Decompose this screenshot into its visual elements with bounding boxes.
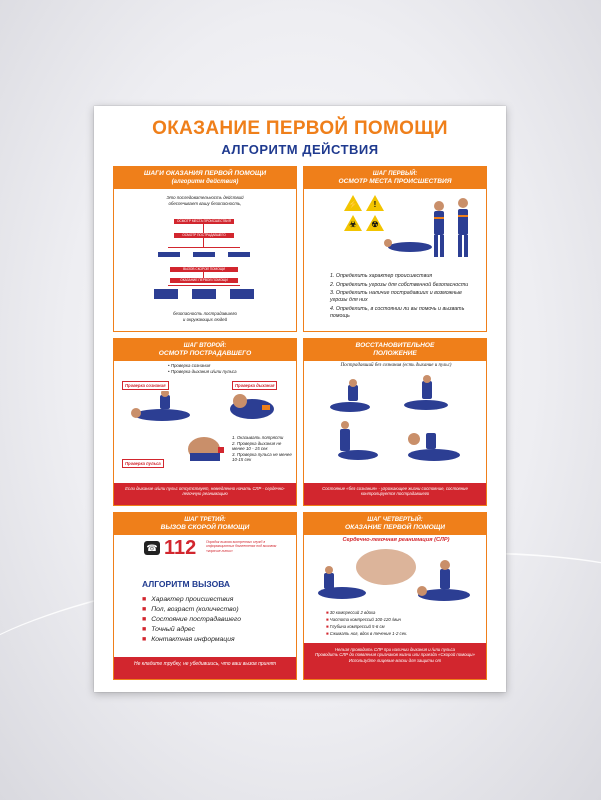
panel-victim bbox=[113, 338, 297, 506]
flow-box-branch-1 bbox=[158, 252, 180, 257]
bottom-line-1: безопасность пострадавшего bbox=[173, 311, 237, 316]
first-aid-warning bbox=[304, 643, 486, 679]
panel-first-aid-head bbox=[304, 513, 486, 535]
victim-step: 3. Проверка пульса не менее 10-15 сек bbox=[232, 451, 292, 463]
victim-check-1: • Проверка сознания bbox=[168, 363, 211, 368]
flow-line-2 bbox=[203, 238, 204, 247]
panel-first-aid-title: ОКАЗАНИЕ ПЕРВОЙ ПОМОЩИ bbox=[344, 524, 446, 531]
label-consciousness: Проверка сознания bbox=[122, 381, 169, 390]
panel-first-aid-step: ШАГ ЧЕТВЕРТЫЙ: bbox=[367, 517, 423, 523]
scene-step: 1. Определить характер происшествия bbox=[330, 273, 433, 279]
flow-box-call: ВЫЗОВ СКОРОЙ ПОМОЩИ bbox=[170, 267, 238, 272]
panel-victim-step: ШАГ ВТОРОЙ: bbox=[183, 343, 227, 349]
flow-box-victim: ОСМОТР ПОСТРАДАВШЕГО bbox=[174, 233, 234, 238]
cpr-stat-text: 30 компрессий 2 вдоха bbox=[329, 610, 376, 615]
flow-box-branch-2 bbox=[193, 252, 215, 257]
flow-hline-2 bbox=[168, 285, 240, 286]
hazard-chemical-mark: ☣ bbox=[349, 220, 357, 229]
cpr-stat: ■ Сжимать ног, вдох в течение 1-2 сек. bbox=[326, 631, 408, 636]
flow-diagram bbox=[114, 167, 297, 332]
flow-box-scene: ОСМОТР МЕСТА ПРОИСШЕСТВИЯ bbox=[174, 219, 234, 224]
poster bbox=[94, 106, 506, 692]
poster-subtitle: АЛГОРИТМ ДЕЙСТВИЯ bbox=[221, 142, 379, 157]
algo-list bbox=[142, 595, 241, 645]
cpr-stat-text: Глубина компрессий 5-6 см bbox=[329, 624, 385, 629]
cpr-stat: ■ Глубина компрессий 5-6 см bbox=[326, 624, 385, 629]
cpr-stat-text: Частота компрессий 100-120 /мин bbox=[329, 617, 401, 622]
panel-steps-subtitle: (алгоритм действия) bbox=[171, 179, 239, 185]
scene-step: 3. Определить наличие пострадавших и возможные угрозы для них bbox=[330, 290, 462, 303]
cpr-illustration bbox=[312, 545, 482, 607]
panel-steps-title: ШАГИ ОКАЗАНИЯ ПЕРВОЙ ПОМОЩИ bbox=[143, 170, 267, 177]
bottom-line-2: и окружающих людей bbox=[182, 316, 228, 322]
hazard-fire-mark: ! bbox=[373, 200, 377, 209]
poster-title: ОКАЗАНИЕ ПЕРВОЙ ПОМОЩИ bbox=[152, 118, 448, 139]
scene-steps-list bbox=[330, 273, 480, 321]
victim-check-2: • Проверка дыхания и/или пульса bbox=[168, 368, 237, 374]
emergency-number-note: Порядок вызова экстренных служб в информационных бюллетенях под вызовом «горячие линии» bbox=[206, 540, 277, 553]
recovery-warning: Состояние «без сознания» - угрожающее жизни состояние, состояние контролируется пострадавшего bbox=[304, 483, 486, 505]
panel-steps-bottom bbox=[150, 311, 260, 322]
victim-step: 2. Проверка дыхания не менее 10 - 15 сек bbox=[232, 440, 282, 452]
rescuers-illustration bbox=[364, 191, 484, 263]
cpr-stat: ■ 30 компрессий 2 вдоха bbox=[326, 610, 376, 615]
emergency-number: 112 bbox=[164, 537, 197, 559]
victim-warning: Если дыхание и/или пульс отсутствует, немедленно начать СЛР - сердечно-легочную реанимацию bbox=[114, 483, 296, 505]
first-aid-warning-line: Используйте лицевые маски для защиты от bbox=[348, 657, 442, 663]
hazard-electric-mark: ⚡ bbox=[348, 200, 358, 209]
panel-victim-title: ОСМОТР ПОСТРАДАВШЕГО bbox=[158, 350, 252, 357]
algo-item: ■ Контактная информация bbox=[142, 636, 235, 643]
cpr-stat: ■ Частота компрессий 100-120 /мин bbox=[326, 617, 401, 622]
panel-recovery-title-2: ПОЛОЖЕНИЕ bbox=[373, 350, 417, 357]
panel-scene-step: ШАГ ПЕРВЫЙ: bbox=[372, 171, 418, 177]
victim-check-1-text: Проверка сознания bbox=[170, 363, 211, 368]
algo-item: ■ Характер происшествия bbox=[142, 596, 234, 603]
panel-recovery bbox=[303, 338, 487, 506]
algo-item-text: Пол, возраст (количество) bbox=[151, 606, 239, 613]
algo-item: ■ Точный адрес bbox=[142, 626, 195, 633]
panel-call-head bbox=[114, 513, 296, 535]
flow-hline bbox=[168, 247, 240, 248]
flow-box-branch-3 bbox=[228, 252, 250, 257]
recovery-position-illustration bbox=[314, 373, 478, 473]
cpr-stat-text: Сжимать ног, вдох в течение 1-2 сек. bbox=[329, 631, 408, 636]
call-warning: Не кладите трубку, не убедившись, что ваш вызов принят bbox=[114, 657, 296, 679]
first-aid-warning-line: Нельзя проводить СЛР при наличии дыхания и /или пульса bbox=[334, 647, 456, 652]
label-breathing: Проверка дыхания bbox=[232, 381, 277, 390]
flow-line-1 bbox=[203, 224, 204, 233]
first-aid-warning-line: Проводить СЛР до появления признаков жизни или приезда «Скорой помощи» bbox=[315, 652, 475, 658]
algo-item-text: Точный адрес bbox=[151, 626, 195, 633]
panel-first-aid bbox=[303, 512, 487, 680]
hazard-radiation-mark: ☢ bbox=[371, 220, 379, 229]
victim-checklist bbox=[168, 363, 288, 374]
intro-line-2: обеспечивает вашу безопасность, bbox=[168, 200, 242, 206]
scene-step: 4. Определить, в состоянии ли вы помочь и вызвать помощь bbox=[330, 305, 465, 319]
algo-item-text: Контактная информация bbox=[151, 636, 235, 643]
panel-scene bbox=[303, 166, 487, 332]
panel-call-step: ШАГ ТРЕТИЙ: bbox=[184, 517, 226, 523]
panel-recovery-head bbox=[304, 339, 486, 361]
victim-check-2-text: Проверка дыхания и/или пульса bbox=[170, 368, 237, 374]
algo-item-text: Состояние пострадавшего bbox=[151, 616, 241, 623]
recovery-caption: Пострадавший без сознания (есть дыхание и пульс) bbox=[340, 363, 452, 368]
panel-call bbox=[113, 512, 297, 680]
panel-steps bbox=[113, 166, 297, 332]
panel-scene-head bbox=[304, 167, 486, 189]
phone-icon: ☎ bbox=[144, 541, 160, 555]
flow-box-leaf-2 bbox=[192, 289, 216, 299]
scene-step: 2. Определить угрозы для собственной безопасности bbox=[330, 281, 469, 288]
label-pulse: Проверка пульса bbox=[122, 459, 164, 468]
algo-title: АЛГОРИТМ ВЫЗОВА bbox=[142, 579, 231, 589]
flow-box-leaf-3 bbox=[230, 289, 254, 299]
algo-item: ■ Состояние пострадавшего bbox=[142, 616, 241, 623]
cpr-title: Сердечно-легочная реанимация (СЛР) bbox=[342, 537, 450, 543]
panel-victim-head bbox=[114, 339, 296, 361]
victim-steps-list bbox=[232, 435, 294, 463]
algo-item: ■ Пол, возраст (количество) bbox=[142, 606, 239, 613]
panel-scene-title: ОСМОТР МЕСТА ПРОИСШЕСТВИЯ bbox=[338, 178, 452, 185]
flow-box-leaf-1 bbox=[154, 289, 178, 299]
panel-recovery-title-1: ВОССТАНОВИТЕЛЬНОЕ bbox=[355, 342, 435, 349]
panel-call-title: ВЫЗОВ СКОРОЙ ПОМОЩИ bbox=[160, 524, 250, 531]
victim-step: 1. Оказывать потрясти bbox=[232, 435, 284, 440]
flow-box-help: ОКАЗАНИЕ ПЕРВОЙ ПОМОЩИ bbox=[170, 278, 238, 283]
algo-item-text: Характер происшествия bbox=[151, 596, 234, 603]
cpr-stats bbox=[326, 609, 476, 637]
intro-line-1: Это последовательность действий bbox=[166, 195, 244, 200]
